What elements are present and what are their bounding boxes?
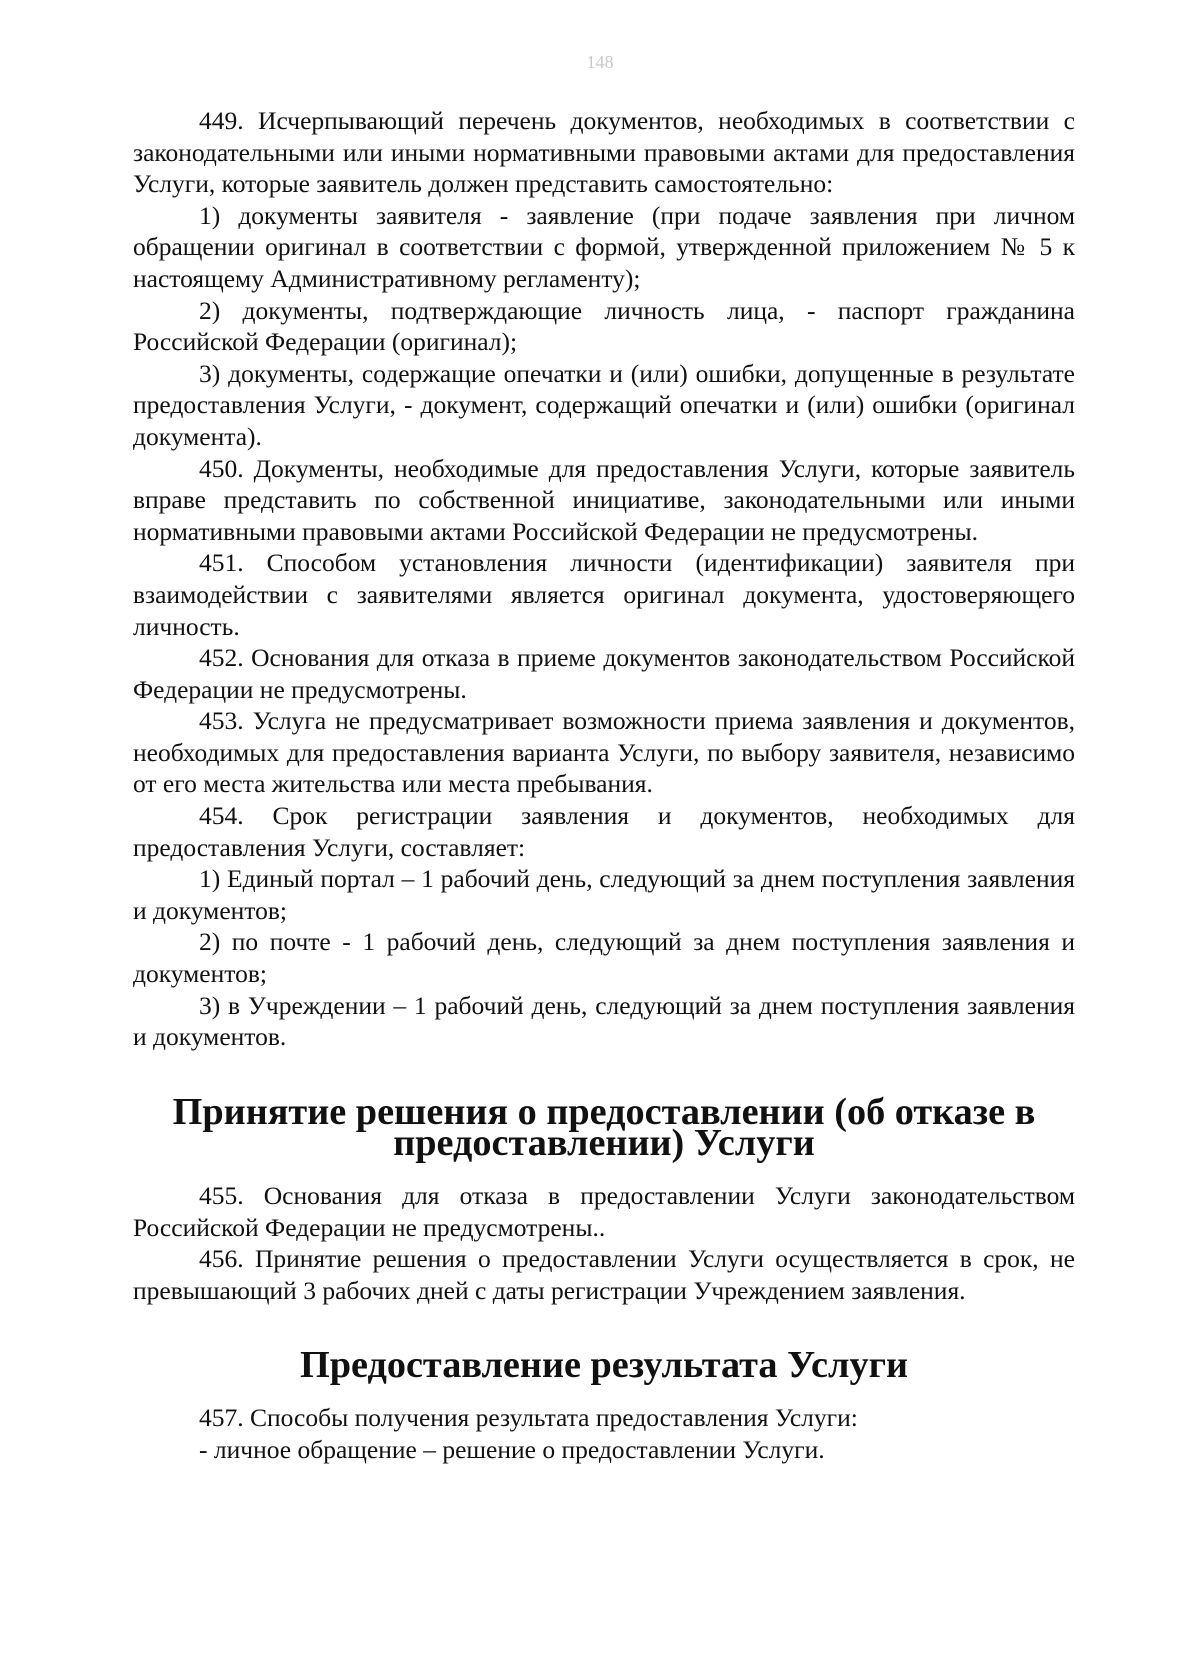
paragraph-449-item-3: 3) документы, содержащие опечатки и (или) ошибки, допущенные в результате предоставления Услуги, - документ, содержащий опечатки и (или) ошибки (оригинал документа). (133, 358, 1075, 451)
document-body (133, 105, 1075, 1465)
paragraph-457-item-1: - личное обращение – решение о предоставлении Услуги. (199, 1434, 825, 1464)
paragraph-456: 456. Принятие решения о предоставлении Услуги осуществляется в срок, не превышающий 3 рабочих дней с даты регистрации Учреждением заявления. (133, 1244, 1075, 1305)
paragraph-449-item-1: 1) документы заявителя - заявление (при подаче заявления при личном обращении оригинал в соответствии с формой, утвержденной приложением № 5 к настоящему Административному регламенту); (133, 200, 1075, 293)
paragraph-449-intro: 449. Исчерпывающий перечень документов, необходимых в соответствии с законодательными или иными нормативными правовыми актами для предоставления Услуги, которые заявитель должен представить самостоятельно: (133, 106, 1075, 199)
paragraph-451: 451. Способом установления личности (идентификации) заявителя при взаимодействии с заявителями является оригинал документа, удостоверяющего личность. (133, 548, 1075, 641)
paragraph-454-item-3: 3) в Учреждении – 1 рабочий день, следующий за днем поступления заявления и документов. (133, 990, 1075, 1052)
paragraph-455: 455. Основания для отказа в предоставлении Услуги законодательством Российской Федерации не предусмотрены.. (133, 1181, 1075, 1242)
paragraph-449-item-2: 2) документы, подтверждающие личность лица, - паспорт гражданина Российской Федерации (оригинал); (133, 295, 1075, 357)
paragraph-453: 453. Услуга не предусматривает возможности приема заявления и документов, необходимых для предоставления варианта Услуги, по выбору заявителя, независимо от его места жительства или места пребывания. (133, 706, 1075, 799)
paragraph-457-intro: 457. Способы получения результата предоставления Услуги: (199, 1402, 858, 1432)
section-heading-result: Предоставление результата Услуги (299, 1344, 908, 1387)
section-heading-decision: Принятие решения о предоставлении (об отказе в предоставлении) Услуги (172, 1090, 1036, 1165)
paragraph-454-item-1: 1) Единый портал – 1 рабочий день, следующий за днем поступления заявления и документов; (133, 864, 1075, 925)
page-number: 148 (586, 52, 614, 72)
paragraph-450: 450. Документы, необходимые для предоставления Услуги, которые заявитель вправе представить по собственной инициативе, законодательными или иными нормативными правовыми актами Российской Федерации не предусмотрены. (133, 453, 1075, 546)
paragraph-454-item-2: 2) по почте - 1 рабочий день, следующий за днем поступления заявления и документов; (133, 927, 1075, 989)
paragraph-452: 452. Основания для отказа в приеме документов законодательством Российской Федерации не предусмотрены. (133, 643, 1075, 704)
paragraph-454-intro: 454. Срок регистрации заявления и документов, необходимых для предоставления Услуги, составляет: (133, 801, 1075, 862)
